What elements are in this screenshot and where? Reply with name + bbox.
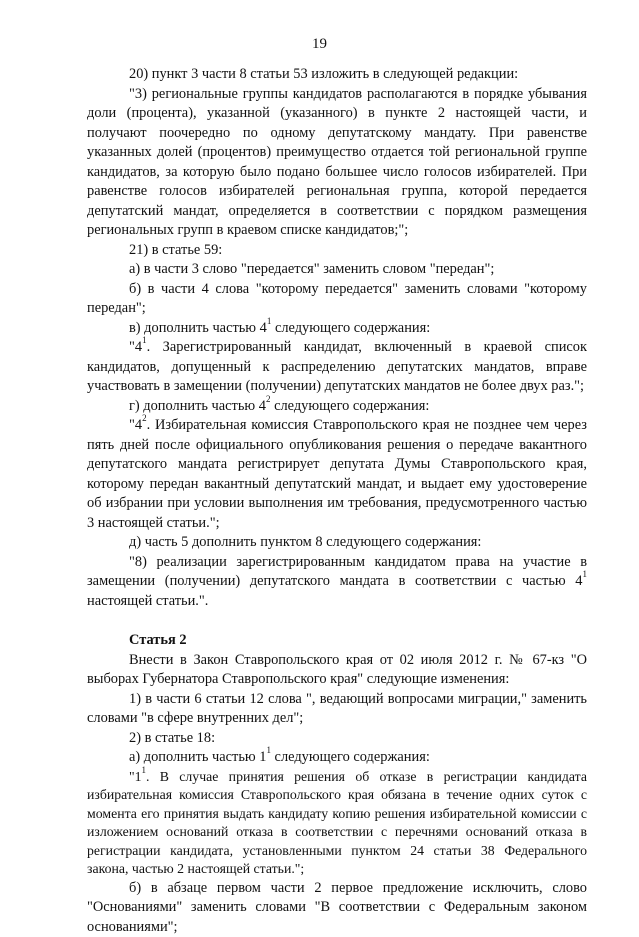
- article-2-intro: Внести в Закон Ставропольского края от 02 июля 2012 г. № 67-кз "О выборах Губернатора Ставропольского края" следующие изменения:: [87, 651, 587, 690]
- article-2-item-2b: б) в абзаце первом части 2 первое предложение исключить, слово "Основаниями" заменить словами "В соответствии с Федеральным законом основаниями";: [87, 879, 587, 937]
- paragraph-20: 20) пункт 3 части 8 статьи 53 изложить в следующей редакции:: [87, 65, 587, 85]
- paragraph-21b: б) в части 4 слова "которому передается" заменить словами "которому передан";: [87, 280, 587, 319]
- paragraph-21: 21) в статье 59:: [87, 241, 587, 261]
- article-heading: Статья 2: [87, 631, 587, 651]
- paragraph-1-1-text: "$1^1$. В случае принятия решения об отказе в регистрации кандидата избирательная комиссия Ставропольского края обязана в течение одних суток с момента его принятия выдать кандидату копию решения избирательной комиссии с изложением оснований отказа в соответствии с перечнями оснований отказа в регистрации кандидата, установленными пунктом 24 статьи 38 Федерального закона, частью 2 настоящей статьи.";: [87, 768, 587, 879]
- article-2-item-1: 1) в части 6 статьи 12 слова ", ведающий вопросами миграции," заменить словами "в сфере внутренних дел";: [87, 690, 587, 729]
- paragraph-20-text: "3) региональные группы кандидатов располагаются в порядке убывания доли (процента), указанной (указанного) в пункте 2 настоящей части, и получают поочередно по одному депутатскому мандату. При равенстве указанных долей (процентов) преимущество отдается той региональной группе кандидатов, за которую было подано большее число голосов избирателей. При равенстве голосов избирателей региональная группа, которой передается депутатский мандат, определяется в соответствии с порядком размещения региональных групп в краевом списке кандидатов;";: [87, 85, 587, 241]
- paragraph-4-2-text: "$4^2$. Избирательная комиссия Ставропольского края не позднее чем через пять дней после официального опубликования решения о передаче вакантного депутатского мандата регистрирует депутата Думы Ставропольского края, которому передан вакантный депутатский мандат, и выдает ему удостоверение об избрании при условии выполнения им требования, предусмотренного частью 3 настоящей статьи.";: [87, 416, 587, 533]
- paragraph-21a: а) в части 3 слово "передается" заменить словом "передан";: [87, 260, 587, 280]
- page-number: 19: [0, 36, 639, 53]
- paragraph-4-1-text: "$4^1$. Зарегистрированный кандидат, включенный в краевой список кандидатов, допущенный к распределению депутатских мандатов, вправе участвовать в замещении (получении) депутатских мандатов не более двух раз.";: [87, 338, 587, 397]
- paragraph-8-text: "8) реализации зарегистрированным кандидатом права на участие в замещении (получении) депутатского мандата в соответствии с частью $4^1$ настоящей статьи.".: [87, 553, 587, 612]
- paragraph-21g: г) дополнить частью $4^2$ следующего содержания:: [87, 397, 587, 417]
- paragraph-21d: д) часть 5 дополнить пунктом 8 следующего содержания:: [87, 533, 587, 553]
- article-2-item-2a: а) дополнить частью $1^1$ следующего содержания:: [87, 748, 587, 768]
- article-2-item-2: 2) в статье 18:: [87, 729, 587, 749]
- paragraph-21v: в) дополнить частью $4^1$ следующего содержания:: [87, 319, 587, 339]
- document-body: [87, 65, 587, 937]
